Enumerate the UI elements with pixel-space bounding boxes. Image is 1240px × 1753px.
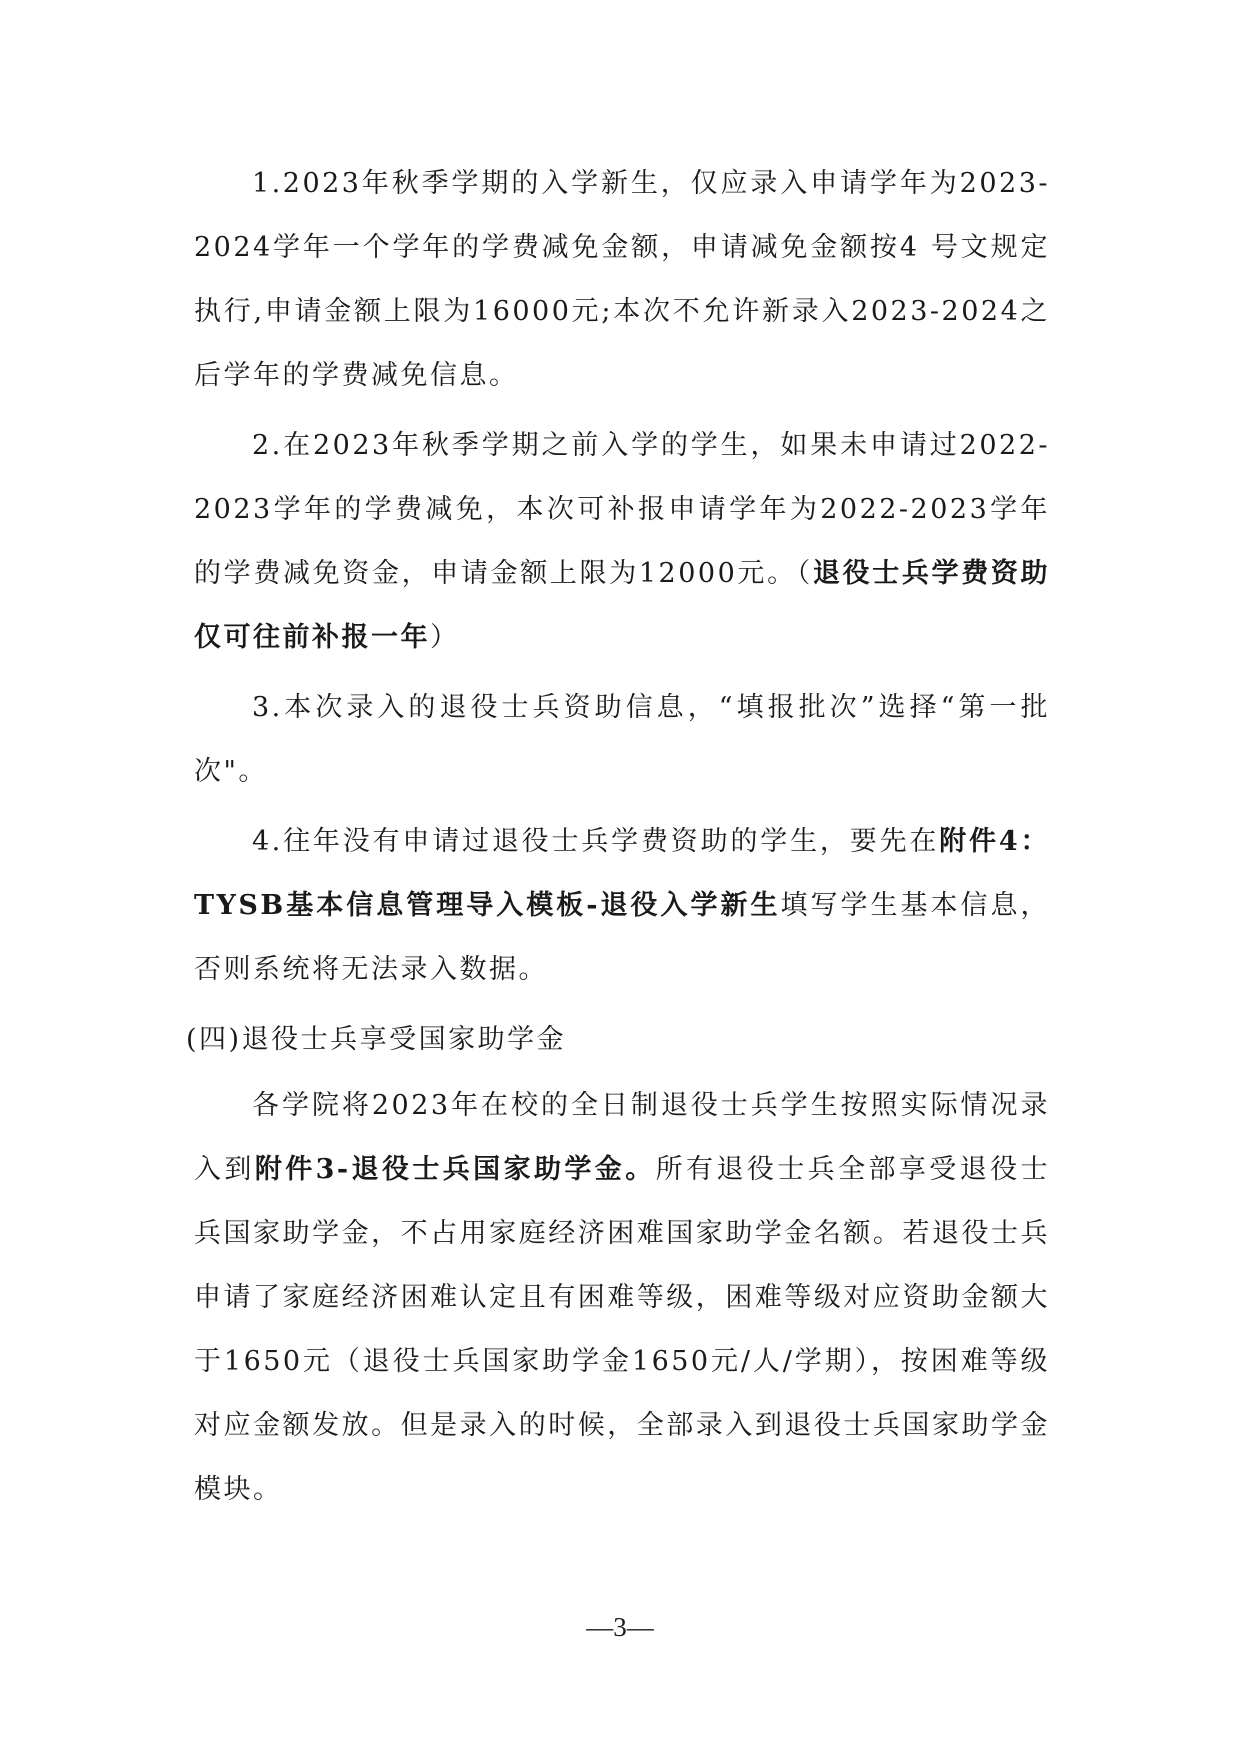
paragraph-5	[194, 1074, 1050, 1522]
paragraph-2-bold: 退役士兵学费资助仅可往前补报一年	[194, 558, 1051, 653]
paragraph-4-tail: 填写学生基本信息，否则系统将无法录入数据。	[194, 890, 1050, 985]
section-heading	[186, 1008, 1050, 1072]
paragraph-1	[194, 152, 1050, 408]
paragraph-1-text: 1.2023年秋季学期的入学新生，仅应录入申请学年为2023-2024学年一个学年的学费减免金额，申请减免金额按4 号文规定执行,申请金额上限为16000元;本次不允许新录入2023-2024之后学年的学费减免信息。	[194, 168, 1050, 391]
page-number: —3—	[586, 1612, 654, 1642]
paragraph-5-text: 各学院将2023年在校的全日制退役士兵学生按照实际情况录入到	[194, 1090, 1050, 1185]
paragraph-4-bold: 附件4：TYSB基本信息管理导入模板-退役入学新生	[194, 826, 1050, 921]
paragraph-5-tail: 所有退役士兵全部享受退役士兵国家助学金，不占用家庭经济困难国家助学金名额。若退役士兵申请了家庭经济困难认定且有困难等级，困难等级对应资助金额大于1650元（退役士兵国家助学金1650元/人/学期），按困难等级对应金额发放。但是录入的时候，全部录入到退役士兵国家助学金模块。	[194, 1154, 1051, 1505]
section-heading-text: (四)退役士兵享受国家助学金	[186, 1024, 567, 1055]
paragraph-3	[194, 676, 1050, 804]
paragraph-5-bold: 附件3-退役士兵国家助学金。	[254, 1154, 656, 1185]
paragraph-2-text: 2.在2023年秋季学期之前入学的学生，如果未申请过2022-2023学年的学费减免，本次可补报申请学年为2022-2023学年的学费减免资金，申请金额上限为12000元。（	[194, 430, 1050, 589]
document-body	[186, 152, 1051, 1528]
paragraph-3-text: 3.本次录入的退役士兵资助信息，“填报批次”选择“第一批次"。	[194, 692, 1050, 787]
paragraph-4-text: 4.往年没有申请过退役士兵学费资助的学生，要先在	[252, 826, 940, 857]
paragraph-2	[194, 414, 1050, 670]
paragraph-2-tail: ）	[430, 622, 460, 653]
paragraph-4	[194, 810, 1050, 1002]
